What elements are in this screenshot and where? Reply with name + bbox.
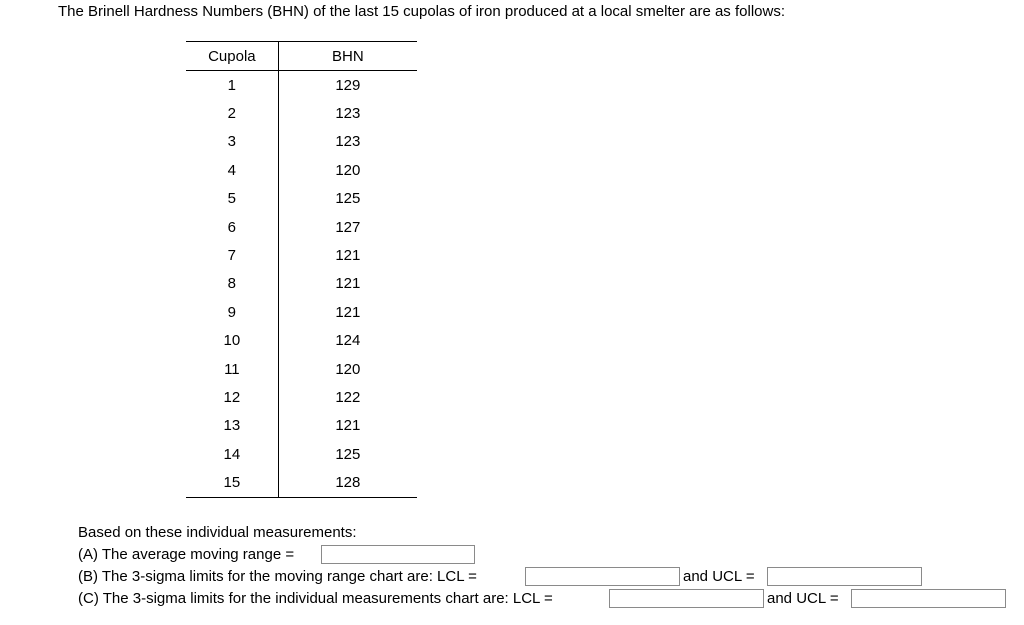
- question-b-label: (B) The 3-sigma limits for the moving range chart are: LCL =: [78, 568, 477, 585]
- table-row: [186, 270, 417, 298]
- bhn-cell: 123: [335, 105, 361, 123]
- bhn-cell: 124: [335, 332, 361, 350]
- moving-range-lcl-input[interactable]: [525, 567, 680, 586]
- cupola-cell: 15: [186, 468, 278, 497]
- questions-lead: Based on these individual measurements:: [78, 524, 357, 541]
- header-cupola: Cupola: [186, 42, 278, 71]
- table-row: [186, 156, 417, 184]
- moving-range-ucl-input[interactable]: [767, 567, 922, 586]
- question-b-ucl-label: and UCL =: [683, 568, 755, 585]
- question-c-ucl-label: and UCL =: [767, 590, 839, 607]
- table-row: [186, 298, 417, 326]
- table-row: [186, 355, 417, 383]
- average-moving-range-input[interactable]: [321, 545, 475, 564]
- individuals-lcl-input[interactable]: [609, 589, 764, 608]
- bhn-cell: 121: [335, 303, 361, 321]
- bhn-cell: 122: [335, 388, 361, 406]
- bhn-cell: 128: [278, 468, 417, 497]
- table-row: [186, 468, 417, 497]
- table-row: [186, 241, 417, 269]
- table-header-row: [186, 42, 417, 71]
- bhn-cell: 123: [335, 133, 361, 151]
- cupola-cell: 3: [186, 128, 278, 156]
- table-row: [186, 71, 417, 100]
- cupola-cell: 12: [186, 383, 278, 411]
- table-row: [186, 99, 417, 127]
- problem-intro: The Brinell Hardness Numbers (BHN) of the last 15 cupolas of iron produced at a local smelter are as follows:: [58, 3, 785, 20]
- table-body: [186, 71, 417, 498]
- individuals-ucl-input[interactable]: [851, 589, 1006, 608]
- table-row: [186, 412, 417, 440]
- cupola-cell: 13: [186, 412, 278, 440]
- cupola-cell: 5: [186, 185, 278, 213]
- bhn-cell: 121: [335, 417, 361, 435]
- bhn-cell: 125: [335, 445, 361, 463]
- cupola-cell: 10: [186, 327, 278, 355]
- bhn-cell: 121: [335, 275, 361, 293]
- header-bhn: BHN: [332, 47, 364, 65]
- table-row: [186, 327, 417, 355]
- bhn-table: [186, 41, 417, 498]
- question-a-label: (A) The average moving range =: [78, 546, 295, 563]
- cupola-cell: 11: [186, 355, 278, 383]
- cupola-cell: 9: [186, 298, 278, 326]
- table-row: [186, 440, 417, 468]
- bhn-cell: 120: [335, 360, 361, 378]
- table-row: [186, 185, 417, 213]
- cupola-cell: 7: [186, 241, 278, 269]
- table-row: [186, 383, 417, 411]
- bhn-cell: 127: [335, 218, 361, 236]
- table-row: [186, 128, 417, 156]
- bhn-cell: 120: [335, 161, 361, 179]
- bhn-cell: 129: [335, 76, 361, 94]
- cupola-cell: 1: [186, 71, 278, 100]
- cupola-cell: 4: [186, 156, 278, 184]
- cupola-cell: 8: [186, 270, 278, 298]
- cupola-cell: 14: [186, 440, 278, 468]
- question-c-label: (C) The 3-sigma limits for the individual measurements chart are: LCL =: [78, 590, 553, 607]
- bhn-cell: 125: [335, 190, 361, 208]
- table-row: [186, 213, 417, 241]
- cupola-cell: 2: [186, 99, 278, 127]
- bhn-cell: 121: [335, 247, 361, 265]
- cupola-cell: 6: [186, 213, 278, 241]
